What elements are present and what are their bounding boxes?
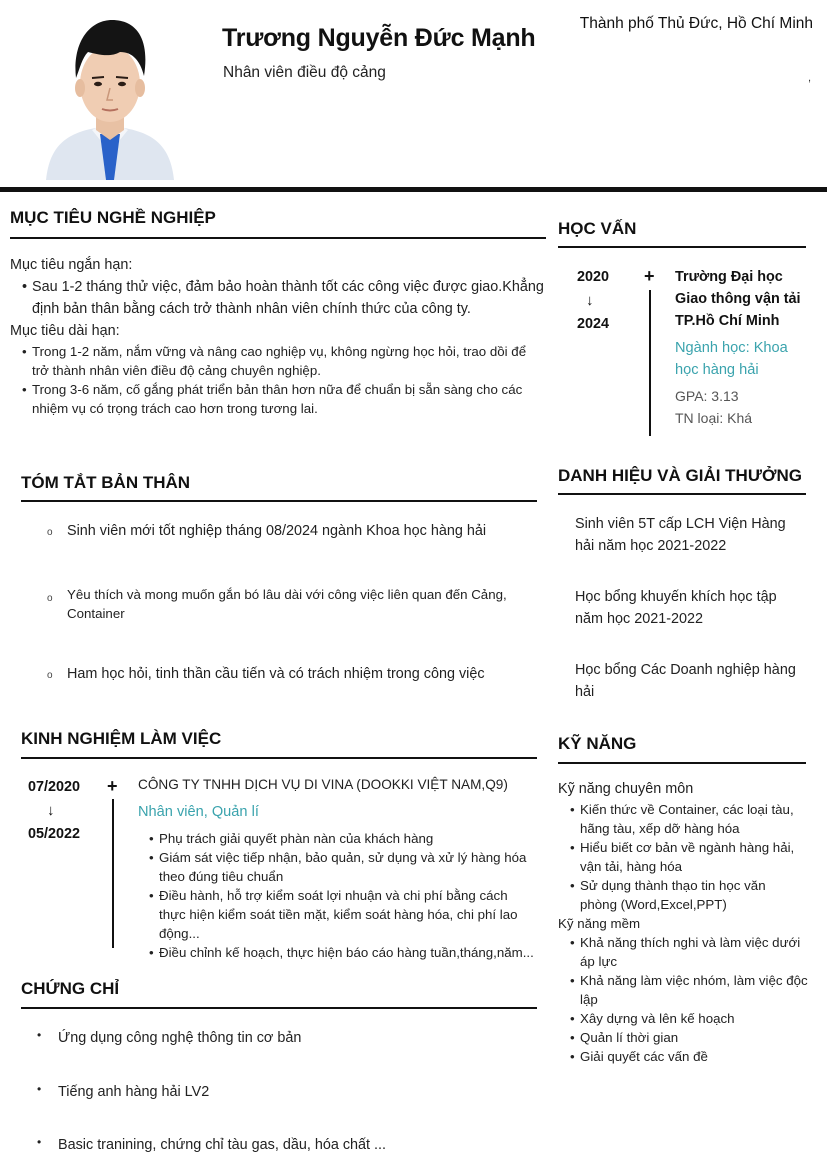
- experience-date-start: 07/2020: [28, 779, 81, 795]
- awards-title: DANH HIỆU VÀ GIẢI THƯỞNG: [558, 466, 802, 485]
- career-objective-title: MỤC TIÊU NGHỀ NGHIỆP: [10, 208, 216, 227]
- list-item: • Hiểu biết cơ bản về ngành hàng hải, vận tải, hàng hóa: [570, 838, 805, 876]
- header-divider: [0, 187, 827, 192]
- list-item: • Điều hành, hỗ trợ kiểm soát lợi nhuận và chi phí bằng cách thực hiện kiểm soát tiền mặt, kiểm soát hàng hóa, chi phí lao động...: [149, 886, 529, 943]
- hard-skills-list: [570, 800, 805, 914]
- summary-item: Sinh viên mới tốt nghiệp tháng 08/2024 ngành Khoa học hàng hải: [67, 523, 487, 539]
- list-item: • Sử dụng thành thạo tin học văn phòng (Word,Excel,PPT): [570, 876, 805, 914]
- award-item: Sinh viên 5T cấp LCH Viện Hàng hải năm học 2021-2022: [575, 516, 786, 554]
- short-term-label: Mục tiêu ngắn hạn:: [10, 257, 133, 273]
- list-item: • Trong 1-2 năm, nắm vững và nâng cao nghiệp vụ, không ngừng học hỏi, trao dồi để trở thành nhân viên điều độ cảng chuyên nghiệp.: [22, 342, 542, 380]
- certificates-divider: [21, 1007, 537, 1009]
- education-gpa: GPA: 3.13: [675, 388, 739, 404]
- certificate-item: Tiếng anh hàng hải LV2: [58, 1084, 210, 1100]
- list-item: • Phụ trách giải quyết phàn nàn của khách hàng: [149, 829, 529, 848]
- certificate-item: Ứng dụng công nghệ thông tin cơ bản: [58, 1030, 302, 1046]
- arrow-down-icon: ↓: [586, 292, 594, 309]
- dot-bullet-icon: •: [37, 1135, 42, 1149]
- education-divider: [558, 246, 806, 248]
- list-item: • Khả năng thích nghi và làm việc dưới áp lực: [570, 933, 810, 971]
- education-school: Trường Đại học Giao thông vận tải TP.Hồ Chí Minh: [675, 269, 801, 329]
- experience-position: Nhân viên, Quản lí: [138, 804, 259, 820]
- list-item: • Sau 1-2 tháng thử việc, đảm bảo hoàn thành tốt các công việc được giao.Khẳng định bản thân bằng cách trở thành nhân viên chính thức của công ty.: [22, 276, 550, 320]
- dot-bullet-icon: •: [37, 1082, 42, 1096]
- certificate-item: Basic tranining, chứng chỉ tàu gas, dầu, hóa chất ...: [58, 1137, 387, 1153]
- list-item: • Xây dựng và lên kế hoạch: [570, 1009, 810, 1028]
- summary-title: TÓM TẮT BẢN THÂN: [21, 473, 191, 492]
- summary-item: Yêu thích và mong muốn gắn bó lâu dài với công việc liên quan đến Cảng, Container: [67, 587, 507, 621]
- plus-icon: +: [107, 776, 118, 796]
- soft-skills-list: [570, 933, 810, 1066]
- summary-item: Ham học hỏi, tinh thần cầu tiến và có trách nhiệm trong công việc: [67, 666, 485, 682]
- candidate-location: Thành phố Thủ Đức, Hồ Chí Minh: [579, 15, 813, 32]
- list-item: • Quản lí thời gian: [570, 1028, 810, 1047]
- education-date-end: 2024: [577, 316, 610, 332]
- dot-bullet-icon: •: [37, 1028, 42, 1042]
- summary-divider: [21, 500, 537, 502]
- award-item: Học bổng khuyến khích học tập năm học 2021-2022: [575, 589, 777, 627]
- plus-icon: +: [644, 266, 655, 286]
- long-term-label: Mục tiêu dài hạn:: [10, 323, 120, 339]
- experience-date-end: 05/2022: [28, 826, 81, 842]
- experience-title: KINH NGHIỆM LÀM VIỆC: [21, 729, 222, 748]
- skills-divider: [558, 762, 806, 764]
- timeline-line: [112, 799, 114, 948]
- long-term-list: [22, 342, 542, 418]
- candidate-name: Trương Nguyễn Đức Mạnh: [222, 24, 536, 52]
- hard-skills-label: Kỹ năng chuyên môn: [558, 781, 694, 797]
- list-item: • Điều chỉnh kế hoạch, thực hiện báo cáo hàng tuần,tháng,năm...: [149, 943, 529, 962]
- list-item: • Kiến thức về Container, các loại tàu, hãng tàu, xếp dỡ hàng hóa: [570, 800, 805, 838]
- short-term-list: [22, 276, 550, 320]
- education-major: Ngành học: Khoa học hàng hải: [675, 340, 788, 378]
- list-item: • Giải quyết các vấn đề: [570, 1047, 810, 1066]
- experience-divider: [21, 757, 537, 759]
- list-item: • Giám sát việc tiếp nhận, bảo quản, sử dụng và xử lý hàng hóa theo đúng tiêu chuẩn: [149, 848, 529, 886]
- career-objective-body: [10, 254, 550, 418]
- skills-body: [558, 778, 818, 1066]
- skills-title: KỸ NĂNG: [558, 734, 637, 753]
- profile-photo: [40, 12, 180, 180]
- education-title: HỌC VẤN: [558, 219, 637, 238]
- circle-bullet-icon: o: [47, 593, 53, 604]
- education-graduation: TN loại: Khá: [675, 410, 753, 426]
- education-date-start: 2020: [577, 269, 610, 285]
- certificates-title: CHỨNG CHỈ: [21, 979, 120, 998]
- award-item: Học bổng Các Doanh nghiệp hàng hải: [575, 662, 796, 700]
- timeline-line: [649, 290, 651, 436]
- awards-divider: [558, 493, 806, 495]
- arrow-down-icon: ↓: [47, 802, 55, 819]
- circle-bullet-icon: o: [47, 670, 53, 681]
- soft-skills-label: Kỹ năng mềm: [558, 916, 641, 931]
- candidate-role: Nhân viên điều độ cảng: [223, 64, 386, 81]
- career-objective-divider: [10, 237, 546, 239]
- location-extra: ,: [808, 72, 812, 84]
- experience-company: CÔNG TY TNHH DỊCH VỤ DI VINA (DOOKKI VIỆT NAM,Q9): [138, 777, 508, 792]
- list-item: • Khả năng làm việc nhóm, làm việc độc lập: [570, 971, 810, 1009]
- list-item: • Trong 3-6 năm, cố gắng phát triển bản thân hơn nữa để chuẩn bị sẵn sàng cho các nhiệm vụ có trọng trách cao hơn trong tương lai.: [22, 380, 542, 418]
- experience-duties: [149, 829, 534, 962]
- circle-bullet-icon: o: [47, 527, 53, 538]
